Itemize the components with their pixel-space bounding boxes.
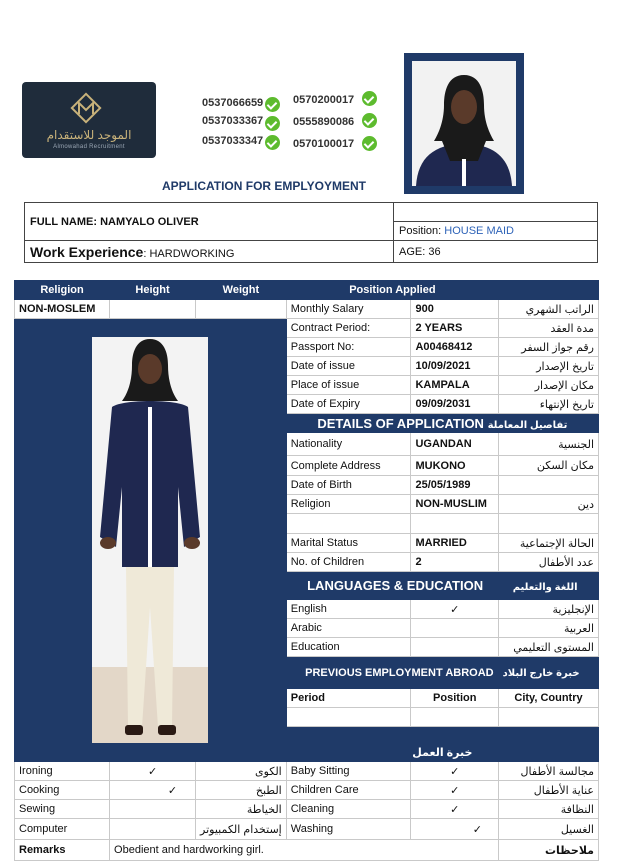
person-full-body-icon (92, 337, 208, 743)
logo-emblem-icon (68, 90, 104, 126)
check-mark-icon (411, 619, 499, 638)
languages-band: LANGUAGES & EDUCATION اللغة والتعليم (286, 572, 598, 600)
check-mark-icon (411, 638, 499, 657)
app-value: NON-MUSLIM (411, 495, 499, 514)
passport-photo (404, 53, 524, 194)
check-mark-icon: ✓ (110, 762, 196, 781)
full-body-photo-cell (15, 319, 287, 762)
detail-value: KAMPALA (411, 376, 499, 395)
skill-arabic: الطبخ (196, 781, 287, 800)
app-arabic: الجنسية (499, 433, 599, 456)
company-logo (22, 82, 156, 158)
phone-6: 0570100017 (293, 138, 355, 150)
app-value: 25/05/1989 (411, 476, 499, 495)
app-value: MUKONO (411, 456, 499, 476)
detail-label: Date of issue (286, 357, 411, 376)
phone-4: 0570200017 (293, 94, 355, 106)
detail-value: 09/09/2031 (411, 395, 499, 414)
skill-arabic: الغسيل (499, 819, 599, 840)
prev-position-header: Position (411, 689, 499, 708)
full-name-value: NAMYALO OLIVER (100, 215, 199, 228)
detail-value: A00468412 (411, 338, 499, 357)
skill-label: Children Care (286, 781, 411, 800)
check-mark-icon: ✓ (411, 819, 499, 840)
check-mark-icon: ✓ (411, 781, 499, 800)
skill-arabic: عناية الأطفال (499, 781, 599, 800)
logo-english-text: Almowahad Recruitment (53, 144, 125, 150)
position-cell: Position: HOUSE MAID (394, 222, 598, 241)
whatsapp-icon (265, 135, 280, 150)
age-cell: AGE: 36 (394, 241, 598, 263)
whatsapp-icon (265, 116, 280, 131)
height-value (110, 300, 196, 319)
experience-cell: Work Experience: HARDWORKING (25, 241, 394, 263)
check-mark-icon: ✓ (411, 762, 499, 781)
detail-arabic: تاريخ الإنتهاء (499, 395, 599, 414)
check-mark-icon (110, 819, 196, 840)
detail-value: 2 YEARS (411, 319, 499, 338)
remarks-label: Remarks (15, 840, 110, 861)
app-arabic: مكان السكن (499, 456, 599, 476)
skill-label: Baby Sitting (286, 762, 411, 781)
skill-label: Washing (286, 819, 411, 840)
app-label: No. of Children (286, 553, 411, 572)
weight-header: Weight (196, 281, 287, 300)
detail-arabic: مكان الإصدار (499, 376, 599, 395)
app-value: UGANDAN (411, 433, 499, 456)
phone-5: 0555890086 (293, 116, 355, 128)
skill-arabic: الخياطة (196, 800, 287, 819)
whatsapp-icon (362, 91, 377, 106)
language-arabic: العربية (499, 619, 599, 638)
app-label: Marital Status (286, 534, 411, 553)
skill-arabic: مجالسة الأطفال (499, 762, 599, 781)
skill-arabic: إستخدام الكمبيوتر (196, 819, 287, 840)
phone-2: 0537033367 (202, 115, 264, 127)
whatsapp-icon (362, 136, 377, 151)
person-portrait-icon (412, 61, 516, 186)
previous-employment-band: PREVIOUS EMPLOYMENT ABROAD خبرة خارج البلاد (286, 657, 598, 689)
app-arabic: عدد الأطفال (499, 553, 599, 572)
check-mark-icon: ✓ (411, 600, 499, 619)
position-value: HOUSE MAID (444, 225, 514, 237)
skill-arabic: الكوى (196, 762, 287, 781)
full-body-photo (92, 337, 208, 743)
remarks-value: Obedient and hardworking girl. (110, 840, 499, 861)
app-label (286, 514, 411, 534)
app-label: Date of Birth (286, 476, 411, 495)
detail-label: Place of issue (286, 376, 411, 395)
skill-label: Ironing (15, 762, 110, 781)
form-title: APPLICATION FOR EMPLYOYMENT (161, 179, 366, 193)
weight-value (196, 300, 287, 319)
period-header: Period (286, 689, 411, 708)
check-mark-icon (110, 800, 196, 819)
detail-arabic: الراتب الشهري (499, 300, 599, 319)
religion-header: Religion (15, 281, 110, 300)
detail-arabic: مدة العقد (499, 319, 599, 338)
religion-value: NON-MOSLEM (15, 300, 110, 319)
position-applied-header: Position Applied (286, 281, 498, 300)
skill-label: Computer (15, 819, 110, 840)
skill-label: Cooking (15, 781, 110, 800)
detail-label: Monthly Salary (286, 300, 411, 319)
app-label: Religion (286, 495, 411, 514)
language-arabic: المستوى التعليمي (499, 638, 599, 657)
app-label: Complete Address (286, 456, 411, 476)
language-label: Arabic (286, 619, 411, 638)
detail-label: Contract Period: (286, 319, 411, 338)
city-country-header: City, Country (499, 689, 599, 708)
detail-label: Date of Expiry (286, 395, 411, 414)
detail-value: 900 (411, 300, 499, 319)
app-arabic: دين (499, 495, 599, 514)
skill-arabic: النظافة (499, 800, 599, 819)
language-label: Education (286, 638, 411, 657)
app-value: 2 (411, 553, 499, 572)
language-arabic: الإنجليزية (499, 600, 599, 619)
app-arabic: الحالة الإجتماعية (499, 534, 599, 553)
app-value (411, 514, 499, 534)
application-table (14, 280, 599, 861)
detail-value: 10/09/2021 (411, 357, 499, 376)
experience-value: : HARDWORKING (143, 247, 235, 260)
language-label: English (286, 600, 411, 619)
whatsapp-icon (265, 97, 280, 112)
app-arabic (499, 476, 599, 495)
skill-label: Sewing (15, 800, 110, 819)
height-header: Height (110, 281, 196, 300)
detail-arabic: رقم جواز السفر (499, 338, 599, 357)
work-experience-band: خبرة العمل (286, 743, 598, 762)
details-band: DETAILS OF APPLICATION تفاصيل المعاملة (286, 414, 598, 433)
check-mark-icon: ✓ (411, 800, 499, 819)
app-label: Nationality (286, 433, 411, 456)
skill-label: Cleaning (286, 800, 411, 819)
app-arabic (499, 514, 599, 534)
full-name-cell: FULL NAME: NAMYALO OLIVER (25, 203, 394, 241)
remarks-arabic: ملاحظات (499, 840, 599, 861)
app-value: MARRIED (411, 534, 499, 553)
check-mark-icon: ✓ (110, 781, 196, 800)
whatsapp-icon (362, 113, 377, 128)
detail-label: Passport No: (286, 338, 411, 357)
applicant-header-table (24, 202, 598, 263)
detail-arabic: تاريخ الإصدار (499, 357, 599, 376)
logo-arabic-text: الموجد للاستقدام (46, 128, 132, 142)
phone-1: 0537066659 (202, 97, 264, 109)
phone-3: 0537033347 (202, 135, 264, 147)
age-value: 36 (428, 245, 441, 258)
